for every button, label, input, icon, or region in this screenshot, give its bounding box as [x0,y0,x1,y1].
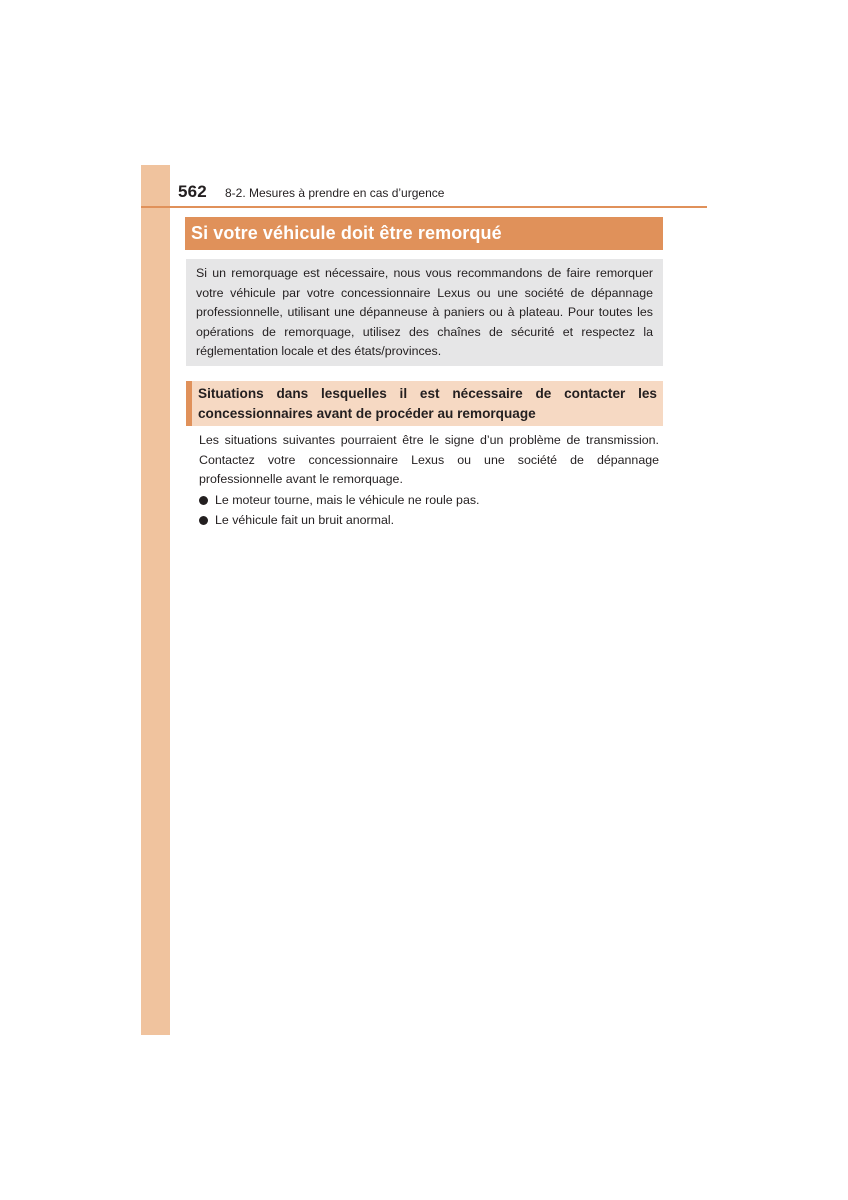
section-title: Si votre véhicule doit être remorqué [191,223,502,243]
header-divider [141,206,707,208]
page-header [178,182,444,204]
chapter-side-band [141,165,170,1035]
bullet-list [199,490,659,530]
intro-box [186,259,663,366]
bullet-icon [199,496,208,505]
subsection-title-bar [186,381,663,426]
list-item [199,510,659,530]
list-item [199,490,659,510]
section-title-bar [185,217,663,250]
subsection-accent-stripe [186,381,192,426]
bullet-text: Le moteur tourne, mais le véhicule ne roule pas. [215,493,480,507]
page-number: 562 [178,182,207,201]
intro-text: Si un remorquage est nécessaire, nous vous recommandons de faire remorquer votre véhicule par votre concessionnaire Lexus ou une société de dépannage professionnelle, utilisant une dépanneuse à paniers ou à plateau. Pour toutes les opérations de remorquage, utilisez des chaînes de sécurité et respectez la réglementation locale et des états/provinces. [196,266,653,359]
section-reference: 8-2. Mesures à prendre en cas d’urgence [224,186,445,200]
bullet-text: Le véhicule fait un bruit anormal. [215,513,395,527]
subsection-body: Les situations suivantes pourraient être le signe d’un problème de transmission. Contactez votre concessionnaire Lexus ou une société de dépannage professionnelle avant le remorquage. [199,433,659,487]
subsection-title: Situations dans lesquelles il est nécessaire de contacter les concessionnaires avant de procéder au remorquage [198,386,657,421]
bullet-icon [199,516,208,525]
